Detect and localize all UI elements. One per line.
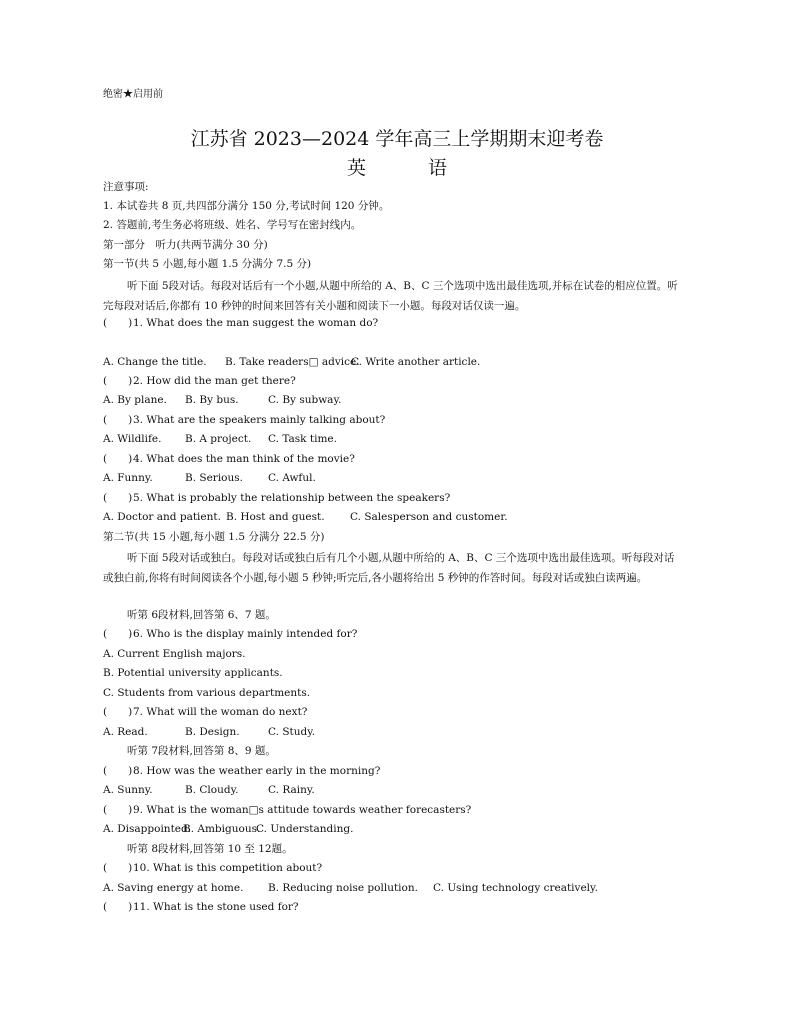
question-text: 8. How was the weather early in the morning? (133, 765, 381, 777)
question (103, 627, 357, 641)
answer-paren[interactable]: ( ) (103, 901, 133, 913)
question-text: 6. Who is the display mainly intended for? (133, 628, 358, 640)
option-a: A. Wildlife. (103, 433, 162, 445)
answer-paren[interactable]: ( ) (103, 414, 133, 426)
exam-title: 江苏省 2023—2024 学年高三上学期期末迎考卷 (190, 128, 604, 150)
option-a: A. By plane. (103, 394, 167, 406)
answer-paren[interactable]: ( ) (103, 765, 133, 777)
options-row (103, 822, 353, 836)
question (103, 803, 471, 817)
section-1-instruction: 听下面 5段对话。每段对话后有一个小题,从题中所给的 A、B、C 三个选项中选出最佳选项,并标在试卷的相应位置。听完每段对话后,你都有 10 秒钟的时间来回答有关小题和阅读下一小题。每段对话仅读一遍。 (103, 280, 678, 312)
material-6-note: 听第 6段材料,回答第 6、7 题。 (127, 609, 276, 621)
option-a: A. Change the title. (103, 356, 207, 368)
subject-title: 英 语 (346, 157, 476, 179)
options-row (103, 783, 315, 797)
option-c: C. Task time. (268, 433, 337, 445)
option-a: A. Read. (103, 726, 148, 738)
question (103, 374, 296, 388)
section-1-heading: 第一节(共 5 小题,每小题 1.5 分满分 7.5 分) (103, 258, 312, 270)
option-b: B. Reducing noise pollution. (268, 882, 418, 894)
option-b: B. Potential university applicants. (103, 667, 283, 679)
question-text: 10. What is this competition about? (133, 862, 323, 874)
option-b: B. By bus. (185, 394, 239, 406)
options-row (103, 355, 480, 369)
notes-heading: 注意事项: (103, 181, 149, 193)
option-a: A. Sunny. (103, 784, 153, 796)
option-c: C. By subway. (268, 394, 342, 406)
option-c: C. Using technology creatively. (433, 882, 598, 894)
question (103, 861, 322, 875)
options-row (103, 471, 316, 485)
answer-paren[interactable]: ( ) (103, 804, 133, 816)
option-b: B. Take readers□ advice. (225, 356, 360, 368)
section-2-instruction: 听下面 5段对话或独白。每段对话或独白后有几个小题,从题中所给的 A、B、C 三个选项中选出最佳选项。听每段对话或独白前,你将有时间阅读各个小题,每小题 5 秒钟;听完后,各小题将给出 5 秒钟的作答时间。每段对话或独白读两遍。 (103, 552, 675, 584)
option-b: B. Cloudy. (185, 784, 239, 796)
question-text: 4. What does the man think of the movie? (133, 453, 355, 465)
note-1: 1. 本试卷共 8 页,共四部分满分 150 分,考试时间 120 分钟。 (103, 200, 390, 212)
question (103, 491, 450, 505)
question-text: 2. How did the man get there? (133, 375, 296, 387)
confidential-label: 绝密★启用前 (103, 89, 163, 100)
answer-paren[interactable]: ( ) (103, 453, 133, 465)
material-7-note: 听第 7段材料,回答第 8、9 题。 (127, 745, 276, 757)
option-b: B. Ambiguous. (183, 823, 261, 835)
question-text: 1. What does the man suggest the woman do? (133, 317, 379, 329)
material-8-note: 听第 8段材料,回答第 10 至 12题。 (127, 843, 293, 855)
options-row (103, 510, 508, 524)
option-c: C. Write another article. (351, 356, 481, 368)
option-c: C. Students from various departments. (103, 687, 311, 699)
question (103, 900, 299, 914)
option-b: B. Serious. (185, 472, 243, 484)
question-text: 7. What will the woman do next? (133, 706, 308, 718)
answer-paren[interactable]: ( ) (103, 375, 133, 387)
options-row (103, 881, 598, 895)
options-row (103, 393, 341, 407)
answer-paren[interactable]: ( ) (103, 492, 133, 504)
answer-paren[interactable]: ( ) (103, 862, 133, 874)
question (103, 705, 307, 719)
option-a: A. Funny. (103, 472, 153, 484)
question (103, 764, 380, 778)
question (103, 413, 385, 427)
part-heading: 第一部分 听力(共两节满分 30 分) (103, 239, 268, 251)
question-text: 5. What is probably the relationship between the speakers? (133, 492, 451, 504)
question-text: 11. What is the stone used for? (133, 901, 299, 913)
answer-paren[interactable]: ( ) (103, 628, 133, 640)
section-2-heading: 第二节(共 15 小题,每小题 1.5 分满分 22.5 分) (103, 531, 325, 543)
option-c: C. Study. (268, 726, 316, 738)
option-a: A. Disappointed. (103, 823, 192, 835)
option-c: C. Rainy. (268, 784, 315, 796)
option-b: B. Design. (185, 726, 240, 738)
answer-paren[interactable]: ( ) (103, 706, 133, 718)
option-c: C. Understanding. (256, 823, 354, 835)
question-text: 9. What is the woman□s attitude towards weather forecasters? (133, 804, 472, 816)
option-b: B. A project. (185, 433, 252, 445)
answer-paren[interactable]: ( ) (103, 317, 133, 329)
option-c: C. Salesperson and customer. (350, 511, 508, 523)
question (103, 316, 378, 330)
question-text: 3. What are the speakers mainly talking about? (133, 414, 386, 426)
option-c: C. Awful. (268, 472, 316, 484)
option-b: B. Host and guest. (226, 511, 325, 523)
option-a: A. Current English majors. (103, 648, 246, 660)
option-a: A. Doctor and patient. (103, 511, 221, 523)
note-2: 2. 答题前,考生务必将班级、姓名、学号写在密封线内。 (103, 219, 362, 231)
question (103, 452, 355, 466)
option-a: A. Saving energy at home. (103, 882, 244, 894)
options-row (103, 432, 337, 446)
options-row (103, 725, 315, 739)
